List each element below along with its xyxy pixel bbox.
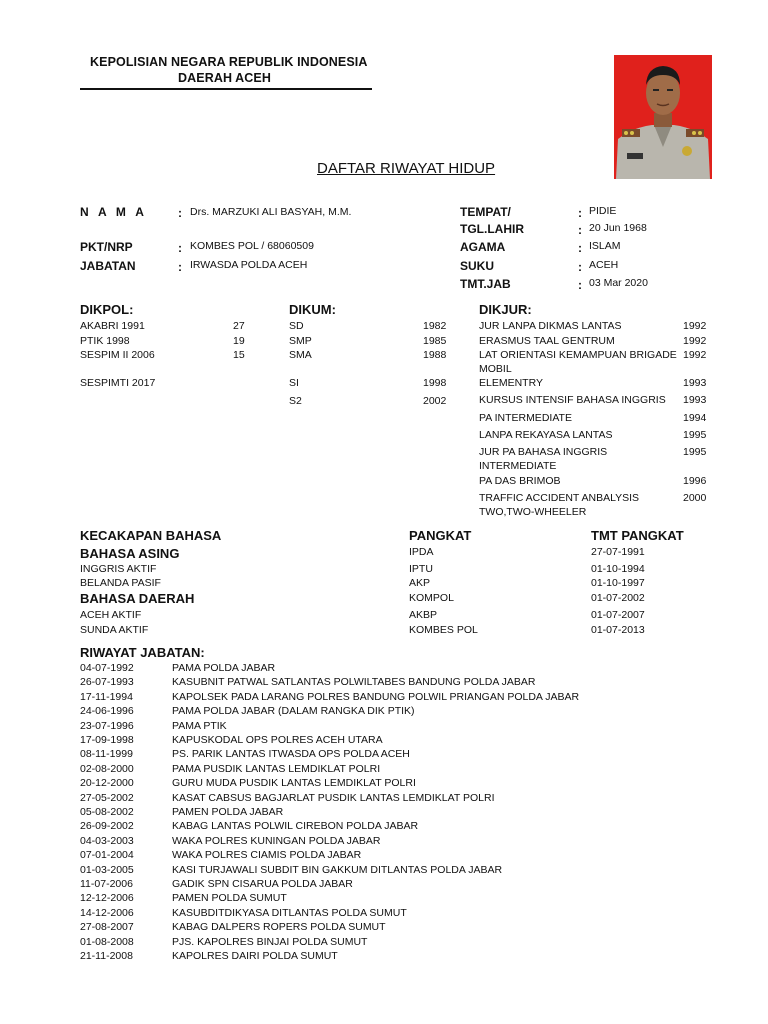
nama-label: N A M A (80, 205, 148, 219)
tmt-jab-value: 03 Mar 2020 (589, 277, 648, 289)
riwayat-title: PAMEN POLDA JABAR (172, 806, 284, 818)
page-title: DAFTAR RIWAYAT HIDUP (317, 160, 496, 177)
riwayat-title: GURU MUDA PUSDIK LANTAS LEMDIKLAT POLRI (172, 777, 416, 790)
dikjur-name: TRAFFIC ACCIDENT ANBALYSIS TWO,TWO-WHEELER (479, 492, 640, 518)
dikjur-year: 1995 (683, 429, 707, 441)
dikpol-number: 15 (233, 349, 245, 361)
riwayat-date: 27-08-2007 (80, 921, 134, 934)
pangkat-rank: KOMBES POL (409, 624, 478, 636)
riwayat-row (0, 763, 768, 777)
riwayat-title: KASUBNIT PATWAL SATLANTAS POLWILTABES BANDUNG POLDA JABAR (172, 676, 536, 689)
riwayat-title: PAMA PUSDIK LANTAS LEMDIKLAT POLRI (172, 762, 381, 775)
dikjur-year: 1992 (683, 320, 707, 332)
dikjur-year: 1992 (683, 349, 707, 361)
riwayat-date: 26-09-2002 (80, 820, 134, 833)
agama-label: AGAMA (460, 240, 506, 254)
pangkat-tmt-date: 01-10-1994 (591, 563, 645, 575)
pangkat-heading: PANGKAT (409, 528, 472, 543)
pangkat-tmt-date: 01-10-1997 (591, 577, 645, 589)
bahasa-daerah-heading: BAHASA DAERAH (80, 591, 195, 606)
riwayat-date: 01-03-2005 (80, 863, 134, 876)
riwayat-date: 21-11-2008 (80, 950, 133, 962)
riwayat-row (0, 792, 768, 806)
dikum-name: SD (289, 320, 304, 332)
riwayat-date: 04-07-1992 (80, 662, 134, 674)
tgl-lahir-label: TGL.LAHIR (460, 222, 524, 236)
pangkat-rank: AKBP (409, 609, 438, 621)
pangkat-tmt-date: 27-07-1991 (591, 546, 645, 558)
bahasa-asing-item: BELANDA PASIF (80, 577, 161, 589)
riwayat-date: 04-03-2003 (80, 834, 134, 847)
dikjur-year: 1992 (683, 335, 707, 347)
riwayat-title: KAPOLRES DAIRI POLDA SUMUT (172, 950, 338, 962)
tempat-label: TEMPAT/ (460, 205, 511, 219)
suku-value: ACEH (589, 259, 619, 271)
riwayat-title: PJS. KAPOLRES BINJAI POLDA SUMUT (172, 935, 368, 948)
riwayat-date: 08-11-1999 (80, 748, 133, 761)
dikum-year: 1988 (423, 349, 447, 361)
dikum-name: SMP (289, 335, 312, 347)
dikjur-name: JUR LANPA DIKMAS LANTAS (479, 320, 622, 332)
riwayat-heading: RIWAYAT JABATAN: (80, 645, 205, 660)
riwayat-title: WAKA POLRES KUNINGAN POLDA JABAR (172, 834, 381, 847)
dikjur-name: JUR PA BAHASA INGGRIS INTERMEDIATE (479, 446, 608, 472)
dikjur-name: LANPA REKAYASA LANTAS (479, 429, 613, 441)
riwayat-title: PAMA PTIK (172, 719, 227, 732)
tempat-value: PIDIE (589, 205, 617, 217)
tmt-pangkat-heading: TMT PANGKAT (591, 528, 684, 543)
dikpol-number: 19 (233, 335, 245, 347)
tgl-lahir-value: 20 Jun 1968 (589, 222, 647, 234)
riwayat-row (0, 720, 768, 734)
riwayat-row (0, 705, 768, 719)
dikpol-number: 27 (233, 320, 245, 332)
suku-label: SUKU (460, 259, 495, 273)
riwayat-title: KAPUSKODAL OPS POLRES ACEH UTARA (172, 734, 383, 746)
riwayat-date: 05-08-2002 (80, 806, 134, 818)
dikpol-name: PTIK 1998 (80, 335, 130, 347)
riwayat-date: 01-08-2008 (80, 935, 134, 948)
riwayat-row (0, 820, 768, 834)
tmt-jab-colon: : (578, 278, 582, 292)
pkt-label: PKT/NRP (80, 240, 133, 254)
pangkat-rank: AKP (409, 577, 431, 589)
header-line-2: DAERAH ACEH (178, 71, 272, 85)
bahasa-daerah-item: SUNDA AKTIF (80, 624, 149, 636)
riwayat-row (0, 892, 768, 906)
dikjur-heading: DIKJUR: (479, 302, 532, 317)
dikjur-name: PA DAS BRIMOB (479, 475, 561, 487)
riwayat-row (0, 748, 768, 762)
pangkat-rank: IPTU (409, 563, 433, 575)
dikjur-year: 1994 (683, 412, 707, 424)
dikjur-year: 1993 (683, 394, 707, 406)
riwayat-row (0, 864, 768, 878)
pangkat-tmt-date: 01-07-2013 (591, 624, 645, 636)
pkt-colon: : (178, 241, 182, 255)
jabatan-colon: : (178, 260, 182, 274)
nama-value: Drs. MARZUKI ALI BASYAH, M.M. (190, 206, 352, 218)
riwayat-row (0, 907, 768, 921)
riwayat-title: KAPOLSEK PADA LARANG POLRES BANDUNG POLWIL PRIANGAN POLDA JABAR (172, 690, 580, 703)
dikjur-name: ERASMUS TAAL GENTRUM (479, 335, 615, 347)
riwayat-date: 02-08-2000 (80, 762, 134, 775)
riwayat-date: 17-09-1998 (80, 734, 134, 746)
riwayat-title: PAMA POLDA JABAR (172, 662, 276, 674)
pangkat-tmt-date: 01-07-2007 (591, 609, 645, 621)
dikjur-year: 1993 (683, 377, 707, 389)
dikjur-name: ELEMENTRY (479, 377, 543, 389)
dikjur-name: KURSUS INTENSIF BAHASA INGGRIS (479, 394, 666, 406)
dikjur-year: 1996 (683, 475, 707, 487)
dikjur-year: 1995 (683, 446, 707, 458)
riwayat-row (0, 950, 768, 964)
profile-photo (614, 55, 712, 179)
riwayat-title: PS. PARIK LANTAS ITWASDA OPS POLDA ACEH (172, 748, 410, 761)
riwayat-title: WAKA POLRES CIAMIS POLDA JABAR (172, 849, 362, 862)
portrait-image (614, 55, 712, 179)
riwayat-date: 14-12-2006 (80, 906, 134, 919)
riwayat-row (0, 849, 768, 863)
riwayat-title: KASI TURJAWALI SUBDIT BIN GAKKUM DITLANTAS POLDA JABAR (172, 863, 503, 876)
tmt-jab-label: TMT.JAB (460, 277, 511, 291)
riwayat-date: 12-12-2006 (80, 892, 134, 905)
dikum-year: 1985 (423, 335, 447, 347)
dikjur-name: LAT ORIENTASI KEMAMPUAN BRIGADE MOBIL (479, 349, 677, 375)
riwayat-row (0, 777, 768, 791)
dikpol-name: SESPIM II 2006 (80, 349, 155, 361)
bahasa-asing-heading: BAHASA ASING (80, 546, 180, 561)
riwayat-row (0, 878, 768, 892)
riwayat-title: KASUBDITDIKYASA DITLANTAS POLDA SUMUT (172, 906, 407, 919)
dikjur-name: PA INTERMEDIATE (479, 412, 572, 424)
dikum-year: 1982 (423, 320, 447, 332)
riwayat-row (0, 936, 768, 950)
tempat-colon: : (578, 206, 582, 220)
riwayat-date: 07-01-2004 (80, 849, 134, 862)
dikum-name: S2 (289, 395, 302, 407)
riwayat-title: KASAT CABSUS BAGJARLAT PUSDIK LANTAS LEMDIKLAT POLRI (172, 791, 495, 804)
riwayat-title: KABAG LANTAS POLWIL CIREBON POLDA JABAR (172, 820, 419, 833)
riwayat-title: PAMEN POLDA SUMUT (172, 892, 287, 905)
dikum-year: 1998 (423, 377, 447, 389)
dikum-name: SI (289, 377, 299, 389)
jabatan-label: JABATAN (80, 259, 136, 273)
dikum-heading: DIKUM: (289, 302, 336, 317)
riwayat-row (0, 734, 768, 748)
bahasa-heading: KECAKAPAN BAHASA (80, 528, 222, 543)
dikum-year: 2002 (423, 395, 447, 407)
riwayat-date: 23-07-1996 (80, 719, 134, 732)
riwayat-date: 24-06-1996 (80, 705, 134, 718)
riwayat-row (0, 662, 768, 676)
riwayat-date: 17-11-1994 (80, 690, 133, 703)
bahasa-asing-item: INGGRIS AKTIF (80, 563, 157, 575)
riwayat-date: 27-05-2002 (80, 791, 134, 804)
dikjur-year: 2000 (683, 492, 707, 504)
agama-value: ISLAM (589, 240, 621, 252)
dikum-name: SMA (289, 349, 312, 361)
riwayat-title: KABAG DALPERS ROPERS POLDA SUMUT (172, 921, 386, 934)
dikpol-heading: DIKPOL: (80, 302, 134, 317)
riwayat-date: 26-07-1993 (80, 676, 134, 689)
riwayat-row (0, 921, 768, 935)
riwayat-title: PAMA POLDA JABAR (DALAM RANGKA DIK PTIK) (172, 705, 415, 718)
agama-colon: : (578, 241, 582, 255)
header-line-1: KEPOLISIAN NEGARA REPUBLIK INDONESIA (90, 55, 368, 69)
dikpol-name: AKABRI 1991 (80, 320, 145, 332)
riwayat-date: 11-07-2006 (80, 878, 133, 890)
dikpol-name: SESPIMTI 2017 (80, 377, 156, 389)
suku-colon: : (578, 260, 582, 274)
nama-colon: : (178, 206, 182, 220)
pangkat-rank: IPDA (409, 546, 434, 558)
pangkat-tmt-date: 01-07-2002 (591, 592, 645, 604)
riwayat-row (0, 691, 768, 705)
pangkat-rank: KOMPOL (409, 592, 454, 604)
header-underline (80, 88, 372, 90)
riwayat-row (0, 835, 768, 849)
tgl-lahir-colon: : (578, 223, 582, 237)
jabatan-value: IRWASDA POLDA ACEH (190, 259, 308, 271)
riwayat-title: GADIK SPN CISARUA POLDA JABAR (172, 878, 353, 890)
pkt-value: KOMBES POL / 68060509 (190, 240, 314, 252)
bahasa-daerah-item: ACEH AKTIF (80, 609, 142, 621)
riwayat-date: 20-12-2000 (80, 777, 134, 790)
riwayat-row (0, 676, 768, 690)
riwayat-row (0, 806, 768, 820)
